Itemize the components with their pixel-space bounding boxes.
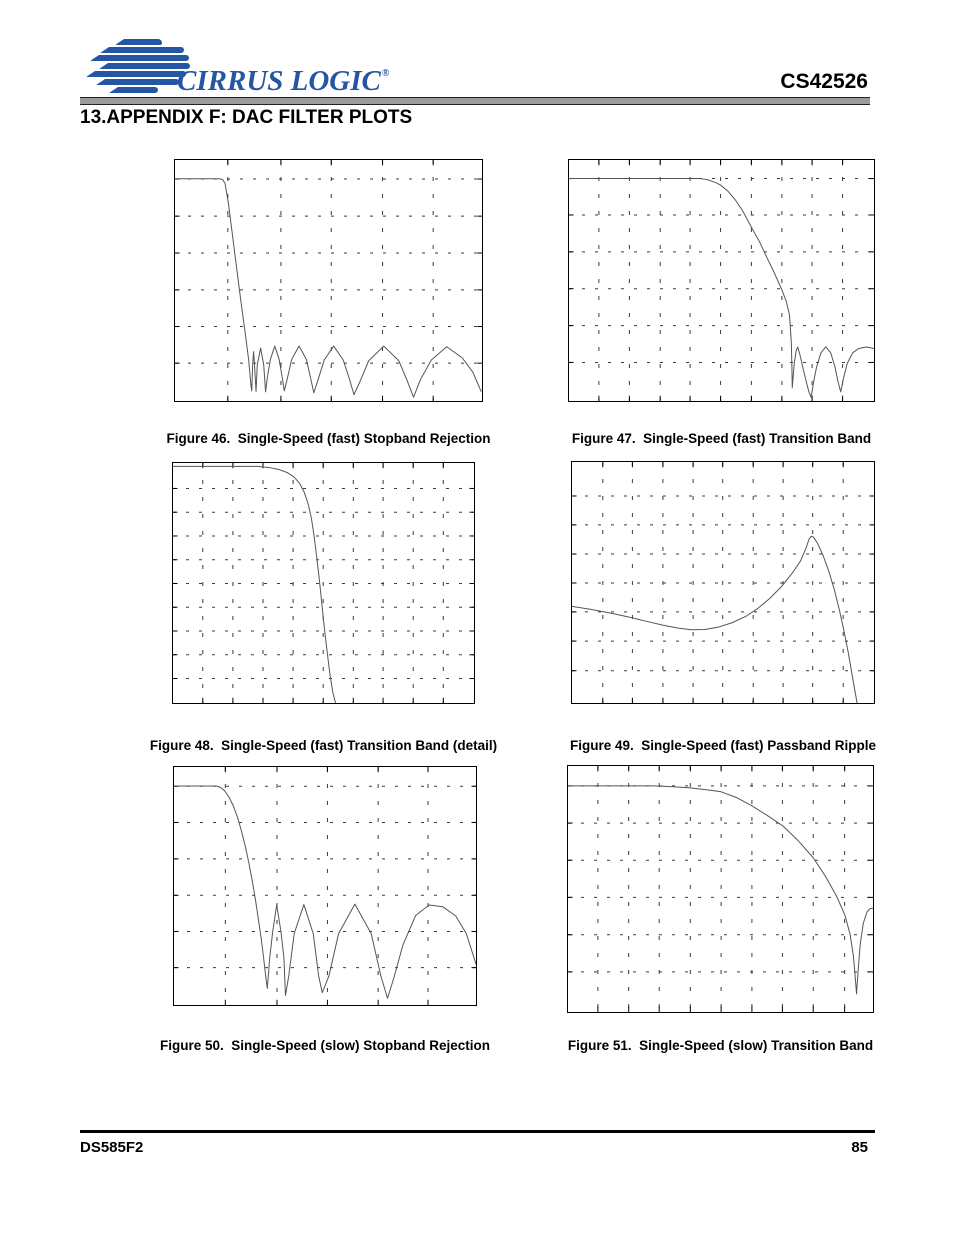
page-title: 13.APPENDIX F: DAC FILTER PLOTS (80, 107, 413, 128)
figure-caption: Figure 49. Single-Speed (fast) Passband Ripple (569, 738, 877, 753)
registered-trademark-icon: ® (381, 68, 390, 79)
plot-area-stopband-fast (174, 159, 483, 402)
brand-wordmark (177, 65, 389, 98)
plot-area-passband-ripple-fast (571, 461, 875, 704)
filter-plot-svg (569, 160, 874, 401)
figure-47 (568, 159, 875, 446)
logo-stripe (115, 39, 162, 45)
figure-46 (166, 159, 491, 446)
cirrus-logic-logo (85, 34, 405, 100)
part-number: CS42526 (780, 70, 868, 93)
header-rule (80, 97, 870, 105)
filter-plot-svg (572, 462, 874, 703)
figure-50 (159, 766, 491, 1053)
figure-caption: Figure 51. Single-Speed (slow) Transition Band (567, 1038, 874, 1053)
brand-text: CIRRUS LOGIC (177, 65, 381, 97)
figure-caption: Figure 47. Single-Speed (fast) Transition Band (571, 431, 872, 446)
filter-plot-svg (175, 160, 482, 401)
figure-48 (149, 462, 498, 753)
figure-caption: Figure 48. Single-Speed (fast) Transition Band (detail) (149, 738, 498, 753)
doc-id: DS585F2 (80, 1139, 144, 1156)
plot-area-stopband-slow (173, 766, 477, 1006)
plot-area-transition-detail-fast (172, 462, 475, 704)
figure-caption: Figure 46. Single-Speed (fast) Stopband Rejection (166, 431, 491, 446)
cirrus-logic-mark-icon (85, 39, 191, 101)
plot-area-transition-slow (567, 765, 874, 1013)
logo-stripe (109, 87, 158, 93)
logo-stripe (90, 55, 189, 61)
filter-plot-svg (174, 767, 476, 1005)
figure-51 (567, 765, 874, 1053)
figure-49 (569, 461, 877, 753)
logo-stripe (86, 71, 186, 77)
filter-plot-svg (173, 463, 474, 703)
figure-caption: Figure 50. Single-Speed (slow) Stopband Rejection (159, 1038, 491, 1053)
page-number: 85 (851, 1139, 868, 1156)
filter-plot-svg (568, 766, 873, 1012)
logo-stripe (100, 47, 184, 53)
plot-area-transition-fast (568, 159, 875, 402)
footer-rule (80, 1130, 875, 1133)
logo-stripe (96, 79, 179, 85)
